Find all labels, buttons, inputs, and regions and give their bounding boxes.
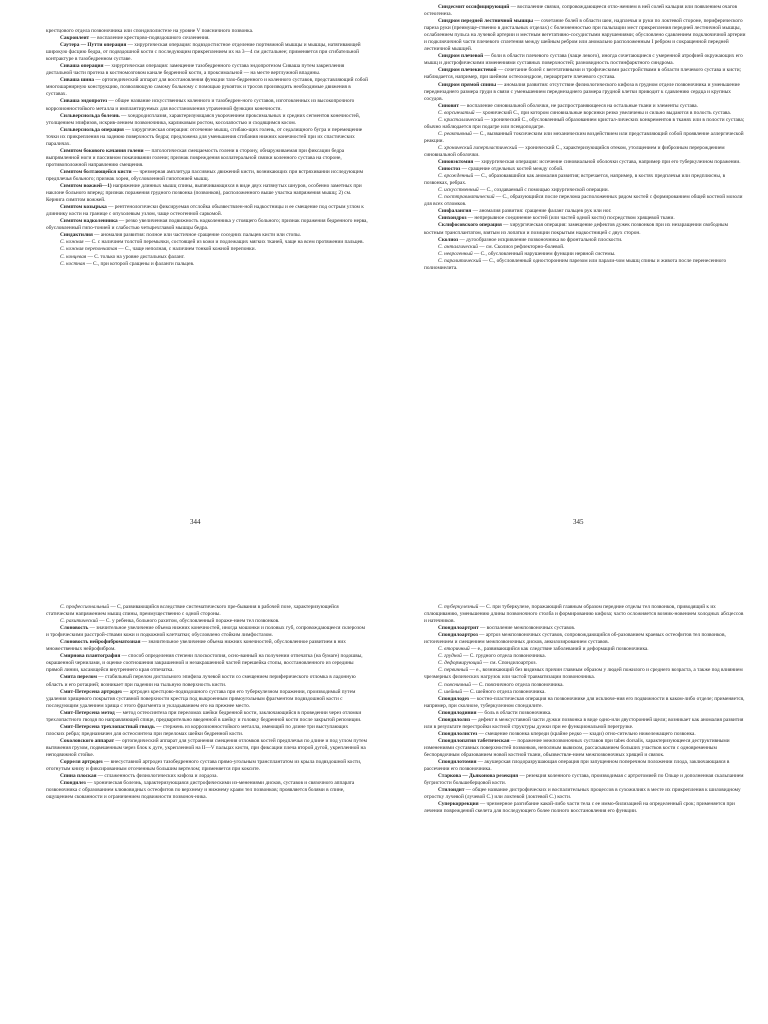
entry-term: Синфалангия	[438, 208, 472, 215]
entry-definition: — дугообразное искривление позвоночника во фронтальной плоскости.	[458, 236, 623, 243]
entry-definition: — внесуставной артродез тазобедренного сустава прямо-угольным трансплантатом из крыла подвздошной кости, отогнутым книзу и фиксированным отсеченным большим вертелом; применяется при коксите.	[46, 759, 362, 773]
entry-term: С. шейный	[438, 688, 463, 695]
dictionary-entry	[424, 667, 746, 681]
entry-term: Смит-Петерсена артродез	[60, 688, 122, 695]
entry-definition: — артроз межпозвоночных суставов, сопровождающийся об-разованием краевых остеофитов тел позвонков, истончением и смещением межпозвоночных дисков, анкилозированием суставов.	[424, 632, 726, 646]
dictionary-entry	[46, 127, 368, 148]
entry-definition: — С, развивающийся вследствие систематического пре-бывания в рабочей позе, характеризующейся статическим напряжением мышц спины, преимущественно с одной стороны.	[46, 604, 339, 618]
entry-term: Спондилотомия	[438, 759, 477, 766]
entry-term: Сиваша шина	[60, 77, 95, 84]
entry-term: Синовит	[438, 102, 459, 109]
dictionary-entry	[424, 787, 746, 801]
dictionary-entry	[424, 117, 746, 131]
entry-definition: — артродез крестцово-подвздошного сустава при его туберкулезном поражении, производимый путем удаления хрящевого покрытия суставной поверхности крестца под выкроенным прямоугольным фрагментом подвздошной кости с последующим удалением хряща с этого фрагмента и укладыванием его на прежнее место.	[46, 688, 356, 709]
entry-definition: — поражение межпозвоночных суставов при tabes dorsalis, характеризующееся деструктивными изменениями суставных поверхностей позвонков, неполным вывихом, рассасыванием больших участков кости с одновременным беспорядочным образованием новой костной ткани, обызвествле-нием межпозвоночных хрящей и связок.	[424, 737, 730, 758]
entry-term: С. деформирующий	[438, 660, 482, 667]
entry-definition: — хирургическая операция: отсечение мышц, сгибаю-щих голень, от седалищного бугра и перемещение точки их прикрепления на заднюю поверхность бедра; предложена для уменьшения сгибания нижних конечностей при их спастических параличах.	[46, 126, 363, 147]
entry-definition: — хронический С., обусловленный образованием кристал-лических конкрементов в тканях или в полости сустава; обычно наблюдается при подагре или псевдоподагре.	[424, 116, 745, 130]
dictionary-entry	[46, 98, 368, 112]
entry-definition: — С., вызванный токсическим или механическим воздействием или представляющий собой проявление аллергической реакции.	[424, 130, 744, 144]
entry-definition: — хондродисплазия, характеризующаяся укорочением проксимальных и средних сегментов конечностей, утолщением эпифизов, искрив-лением позвоночника, карликовым ростом, косолапостью и сходящимся косом.	[46, 112, 361, 126]
entry-term: С. анталгический	[438, 243, 478, 250]
dictionary-entry	[424, 632, 746, 646]
entry-term: Сколиоз	[438, 236, 459, 243]
dictionary-entry	[46, 254, 368, 261]
entry-term: С. кристаллический	[438, 116, 484, 123]
entry-definition: — хронический С., при котором синовиальные ворсинки резко увеличены и сильно выдаются в полость сустава.	[474, 109, 732, 116]
dictionary-entry	[424, 4, 746, 18]
dictionary-entry	[424, 237, 746, 244]
dictionary-entry	[424, 801, 746, 815]
entry-definition: — сглаженность физиологических кифоза и лордоза.	[96, 773, 218, 780]
entry-term: Смирнова плантография	[60, 653, 121, 660]
entry-term: С. вторичный	[438, 646, 470, 653]
entry-term: Спондилоартроз	[438, 632, 478, 639]
entry-term: Склифосовского операция	[438, 222, 502, 229]
entry-term: Синдактилия	[60, 232, 93, 239]
entry-definition: напряжение длинных мышц спины, выпячивающихся в виде двух натянутых шнуров, особенно заметных при наклоне больного вперед; признак поражения грудного позвонка (позвонков), расположенного выше участка напряжения мышц; 2) см. Кернига симптом вожжей.	[46, 183, 362, 204]
entry-term: Сакроилеит	[60, 35, 90, 42]
dictionary-entry	[424, 773, 746, 787]
dictionary-entry	[424, 251, 746, 258]
entry-term: Спондилез	[60, 780, 86, 787]
dictionary-entry	[46, 28, 368, 35]
entry-definition: — сочетание болей с вегетативными и трофическими расстройствами в области плечевого сустава и кисти; наблюдается, например, при шейном остеохондрозе, периартрите плечевого сустава.	[424, 67, 742, 81]
entry-definition: — рентгенологически фиксируемая отслойка обызвествлен-ной надкостницы и ее смещение под острым углом к длиннику кости на границе с опухолевым узлом, чаще остеогенной саркомой.	[46, 204, 364, 218]
entry-term: Синдром плечевой	[438, 53, 484, 60]
entry-definition: — стержень из коррозионностойкого металла, имеющий по длине три выступающих плоских ребра; предназначен для остеосинтеза при переломах шейки бедренной кости.	[46, 723, 349, 737]
entry-definition: — см. Сколиоз рефлекторно-болевой.	[477, 243, 565, 250]
dictionary-entry	[424, 53, 746, 67]
entry-definition: — см. Спондилоартроз.	[481, 660, 537, 667]
entry-term: Синдром передней лестничной мышцы	[438, 18, 534, 25]
entry-definition: — С. только на уровне дистальных фаланг.	[86, 253, 185, 260]
entry-definition: — боли в области плечевого сустава (чаще левого), иногда сочетающиеся с умеренной атрофией окружающих его мышц и дистрофическими изменениями суставных поверхностей; разновидность постинфарктного синдрома.	[424, 53, 743, 67]
entry-term: Сильверсиольда операция	[60, 126, 124, 133]
entry-definition: — ортопедический аппарат для восстановления функции тазо-бедренного и коленного суставов, представляющий собой многошарнирную конструкцию, позволяющую самому больному с помощью рукояток и тросов производить необходимые движения в суставах.	[46, 77, 368, 98]
entry-definition: — С., обусловленный односторонним парезом или парали-чом мышц спины и живота после перенесенного полиомиелита.	[424, 257, 727, 271]
dictionary-entry	[46, 148, 368, 169]
dictionary-entry	[46, 113, 368, 127]
entry-definition: — сочетание болей в области шеи, надплечья и руки по локтевой стороне, периферического пареза руки (преимуще-ственно в дистальных отделах) с болезненностью при пальпации мест прикрепления передней лестничной мышцы, ослаблением пульса на лучевой артерии и местным вегетативно-сосудистыми нарушениями; обусловлено сдавлением подключичной артерии и подключичной части плечевого сплетения между шейным ребром или аномально расположенным I ребром и сокращенной передней лестничной мышцей.	[424, 18, 746, 53]
page-346	[46, 604, 368, 1024]
entry-term: Синостоз	[438, 166, 461, 173]
entry-term: С. концевая	[60, 253, 87, 260]
dictionary-entry	[424, 738, 746, 759]
dictionary-entry	[46, 724, 368, 738]
entry-term: Синхондроз	[438, 215, 467, 222]
entry-definition: — е., возникающий без видимых причин главным образом у людей пожилого и среднего возраста, а также под влиянием чрезмерных физических нагрузок или частой травматизации позвоночника.	[424, 667, 743, 681]
dictionary-entry	[46, 42, 368, 63]
dictionary-entry	[46, 738, 368, 759]
entry-definition: — С. шейного отдела позвоночника.	[462, 688, 546, 695]
dictionary-entry	[46, 780, 368, 801]
entry-term: С. кожная перепончатая	[60, 246, 118, 253]
entry-term: Спина плоская	[60, 773, 97, 780]
dictionary-entry	[424, 145, 746, 159]
entry-term: Спондилолистез	[438, 730, 478, 737]
entry-term: Синовэктомия	[438, 159, 474, 166]
entry-term: Синдесмит оссифицирующий	[438, 4, 510, 10]
entry-definition: — способ определения степени плоскостопия, осно-ванный на получении отпечатка (на бумаге) подошвы, окрашенной чернилами, и оценке соотношения закрашенной и незакрашенной частей перешейка стопы, восстановленного из середины прямой линии, касающейся внутреннего края отпечатка.	[46, 653, 363, 674]
dictionary-entry	[46, 77, 368, 98]
entry-term: С. первичный	[438, 667, 469, 674]
entry-term: С. врожденный	[438, 173, 474, 180]
page-number: 345	[573, 518, 584, 526]
entry-term: С. костная	[60, 260, 86, 267]
dictionary-entry	[46, 204, 368, 218]
entry-definition: — хронический С., характеризующийся отеком, утолщением и фиброзным перерождением синовиальной оболочки.	[424, 144, 725, 158]
dictionary-entry	[424, 689, 746, 696]
dictionary-entry	[424, 222, 746, 236]
entry-definition: — хирургическая операция: иссечение синовиальной оболочки сустава, например при его туберкулезном поражении.	[473, 159, 741, 166]
dictionary-entry	[46, 710, 368, 724]
entry-definition: — патологическая смещаемость голени в сторону, обнаруживаемая при фиксации бедра выпрямленной ноги и пассивном покачивании голени; признак повреждения коллатеральной связки коленного сустава на стороне, противоположной направлению смещения.	[46, 147, 345, 168]
page-344	[46, 28, 368, 528]
entry-definition: — С., при которой сращены и фаланги пальцев.	[85, 260, 195, 267]
dictionary-entry	[424, 131, 746, 145]
dictionary-entry	[424, 682, 746, 689]
entry-definition: — дефект в межсуставной части дужки позвонка в виде одно-или двусторонней щели; возникает как аномалия развития или в результате перестройки костной структуры дужки при ее функциональной перегрузке.	[424, 716, 744, 730]
entry-definition: — воспаление синовиальной оболочки, не распространяющееся на остальные ткани и элементы сустава.	[458, 102, 698, 109]
entry-term: С. поясничный	[438, 681, 471, 688]
entry-definition: — воспаление крестцово-подвздошного сочленения.	[89, 35, 210, 42]
entry-term: С. рахитический	[60, 618, 98, 625]
entry-term: С. кожная	[60, 239, 84, 246]
entry-definition: — чрезмерная амплитуда пассивных движений кисти, возникающих при встряхивании исследующим предплечья больного; признак хорея, обусловленной гипотонией мышц.	[46, 168, 364, 182]
entry-definition: — С., обусловленный нарушением функции нервной системы.	[472, 250, 616, 257]
entry-term: С. реактивный	[438, 130, 472, 137]
entry-definition: — С., чаще неполная, с наличием тонкой кожной перепонки.	[117, 246, 256, 253]
dictionary-entry	[46, 261, 368, 268]
entry-term: Симптом вожжей—1)	[60, 183, 112, 190]
entry-definition: — боль в области позвоночника.	[476, 709, 552, 716]
entry-definition: — С., образующийся после перелома расположенных рядом костей с формированием общей костной мозоли для всех отломков.	[424, 194, 743, 208]
dictionary-entry	[424, 759, 746, 773]
entry-term: С. грудной	[438, 653, 462, 660]
dictionary-entry	[424, 258, 746, 272]
entry-term: С. туберкулезный	[438, 604, 479, 610]
dictionary-entry	[424, 194, 746, 208]
entry-definition: — акушерская плодоразрушающая операция при запущенном поперечном положении плода, заключающаяся в рассечении его позвоночника.	[424, 759, 730, 773]
dictionary-entry	[424, 717, 746, 731]
entry-term: Симптом козырька	[60, 204, 107, 211]
entry-definition: — смещение позвонка кпереди (крайне редко — кзади) отно-сительно нижележащего позвонка.	[477, 730, 696, 737]
page-number: 344	[190, 518, 201, 526]
dictionary-entry	[46, 169, 368, 183]
dictionary-entry	[424, 604, 746, 625]
entry-definition: — общее название искусственных коленного и тазобедрен-ного суставов, изготовленных из высокопрочного коррозионностойкого металла и имплантируемых для восстановления утраченной функции конечности.	[46, 98, 355, 112]
dictionary-entry	[424, 710, 746, 717]
entry-term: С. профессиональный	[60, 604, 110, 610]
entry-definition: — е., развивающийся как следствие заболеваний и деформаций позвоночника.	[469, 646, 649, 653]
dictionary-entry	[424, 103, 746, 110]
dictionary-entry	[46, 218, 368, 232]
dictionary-entry	[424, 18, 746, 53]
entry-definition: — хирургическая операция: замещение тазобедренного сустава эндопротезом Сиваша путем закрепления дистальной части протеза в костномозговом канале бедренной кости, а проксимальной — на месте вертлужной впадины.	[46, 63, 345, 77]
entry-term: Спондилодез	[438, 695, 469, 702]
dictionary-entry	[46, 183, 368, 204]
dictionary-entry	[46, 63, 368, 77]
dictionary-entry	[46, 625, 368, 639]
entry-definition: — аномалия развития: сращение фаланг пальцев рук или ног.	[471, 208, 612, 215]
entry-definition: — хроническая болезнь, характеризующаяся дистрофическими из-менениями дисков, суставов и связочного аппарата позвоночника с образованием клювовидных остеофитов по верхнему и нижнему краям тел позвонков; проявляется болями в спине, ощущением скованности и ограничением подвижности позвоноч-ника.	[46, 780, 355, 801]
entry-term: Спондилоартрит	[438, 625, 479, 632]
dictionary-entry	[46, 689, 368, 710]
page-345	[424, 4, 746, 528]
entry-term: Слоновость	[60, 625, 89, 632]
entry-term: Соколовского аппарат	[60, 737, 115, 744]
entry-term: Суперкоррекция	[438, 801, 479, 808]
entry-definition: — аномалия развития: полное или частичное сращение соседних пальцев кисти или стопы.	[92, 232, 302, 239]
entry-term: Смит-Петерсена трехлопастный гвоздь	[60, 723, 155, 730]
dictionary-entry	[46, 759, 368, 773]
entry-definition: — значительное увеличение объема нижних конечностей, иногда мошонки и половых губ, сопровождающееся склерозом и трофическими расстрой-ствами кожи и подкожной клетчатки; обусловлено стойким лимфостазом.	[46, 625, 365, 639]
entry-definition: — С. с наличием толстой перемычки, состоящей из кожи и подлежащих мягких тканей, чаще на всем протяжении пальцев.	[83, 239, 364, 246]
entry-definition: — стабильный перелом дистального эпифиза лучевой кости со смещением периферического отломка в ладонную область и его ротацией; возникает при падении на тыльную поверхность кисти.	[46, 674, 356, 688]
entry-term: Симптом болтающейся кисти	[60, 168, 132, 175]
dictionary-entry	[424, 67, 746, 81]
entry-term: Спондилолиз	[438, 716, 471, 723]
dictionary-entry	[46, 604, 368, 618]
entry-definition: — С. грудного отдела позвоночника.	[461, 653, 546, 660]
entry-definition: — С. у ребенка, больного рахитом, обусловленный пораже-нием тел позвонков.	[97, 618, 280, 625]
entry-term: С. неврогенный	[438, 250, 473, 257]
entry-definition: — хирургическая операция: подвздостистное отделение портняжной мышцы и мышцы, натягивающей широкую фасцию бедра, от подвздошной кости с последующим прикреплением их на 3—4 см дистальнее; применяется при сгибательной контрактуре в тазобедренном суставе.	[46, 42, 361, 63]
entry-term: Симптом бокового качания голени	[60, 147, 144, 154]
entry-definition: — значительное увеличение объема нижних конечностей, обусловленное развитием в них множественных нейрофибром.	[46, 639, 346, 653]
dictionary-entry	[424, 110, 746, 117]
entry-definition: крестцового отдела позвоночника или спондилолистезе на уровне V поясничного позвонка.	[46, 28, 254, 34]
entry-term: Сорреля артродез	[60, 759, 103, 766]
entry-term: Саутера — Путти операция	[60, 42, 127, 49]
entry-term: Стилоидит	[438, 787, 465, 794]
entry-definition: — чрезмерное разгибание какой-либо части тела с ее иммо-билизацией на определенный срок; применяется при лечении повреждений скелета для последующего более полного восстановления его функции.	[424, 801, 735, 815]
entry-definition: — хирургическая операция: замещение дефектов дужек позвонков при их незаращении свободным костным трансплантатом, взятым из лопатки и позиции покрытым надкостницей с двух сторон.	[424, 222, 728, 236]
entry-definition: — С., образовавшийся как аномалия развития; встречается, например, в костях предплечья или предплюсны, в позвонках, ребрах.	[424, 173, 726, 187]
entry-term: Спондилодиния	[438, 709, 477, 716]
dictionary-entry	[46, 653, 368, 674]
entry-definition: — воспаление связки, сопровождающееся отло-жением в ней солей кальция или появлением очагов остеогенеза.	[424, 4, 738, 18]
entry-definition: — ортопедический аппарат для устранения смещения отломков костей предплечья по длине и под углом путем вытяжения грузом, подвешенным через блок к дуге, укрепленной на II—V пальцах кисти, при фиксации плеча второй дугой, укрепленной на неподвижной стойке.	[46, 737, 367, 758]
entry-definition: — общее название дистрофических и воспалительных процессов в сухожилиях в месте их прикрепления к шиловидному отростку лучевой (лучевой С.) или локтевой (локтевой С.) кости.	[424, 787, 741, 801]
entry-definition: — резекция коленного сустава, производимая с артротомией по Ольце и дополненная скальпанием бугристости большеберцовой кости.	[424, 773, 744, 787]
entry-term: Старкова — Дьяконова резекция	[438, 773, 519, 780]
entry-definition: — метод остеосинтеза при переломах шейки бедренной кости, заключающийся в проведении через отломки трехлопастного гвоздя по направляющей спице, предварительно введенной в шейку и головку бедренной кости после закрытой репозиции.	[46, 709, 362, 723]
dictionary-entry	[424, 696, 746, 710]
entry-term: Смита перелом	[60, 674, 97, 681]
entry-definition: — С. поясничного отдела позвоночника.	[470, 681, 564, 688]
dictionary-entry	[46, 246, 368, 253]
entry-term: Симптом надколенника	[60, 218, 118, 225]
entry-definition: — резко увеличенная подвижность надколенника у стоящего больного; признак поражения бедренного нерва, обусловленный гипо-тонией и слабостью четырехглавой мышцы бедра.	[46, 218, 368, 232]
entry-term: Слоновость нейрофиброматозная	[60, 639, 141, 646]
entry-definition: — сращение отдельных костей между собой.	[460, 166, 564, 173]
entry-term: С. паралитический	[438, 257, 482, 264]
entry-term: Сиваша операция	[60, 63, 104, 70]
entry-definition: — С., создаваемый с помощью хирургической операции.	[478, 187, 609, 194]
dictionary-entry	[46, 674, 368, 688]
entry-definition: — воспаление межпозвоночных суставов.	[478, 625, 576, 632]
page-347	[424, 604, 746, 1024]
dictionary-entry	[424, 173, 746, 187]
entry-term: Сильверсиольда болезнь	[60, 112, 120, 119]
entry-definition: — С. при туберкулезе, поражающий главным образом передние отделы тел позвонков, приводящий к их сплющиванию, уменьшению длины позвоночного столба и формированию кифоза; часто осложняется возник-новением холодных абсцессов и натечников.	[424, 604, 744, 625]
dictionary-entry	[424, 731, 746, 738]
dictionary-entry	[46, 639, 368, 653]
entry-term: Синдром плечекистевой	[438, 67, 497, 74]
entry-definition: — костно-пластическая операция на позвоночнике для исключе-ния его подвижности в каком-либо отделе; применяется, например, при сколиозе, туберкулезном спондилите.	[424, 695, 745, 709]
entry-term: С. искусственный	[438, 187, 479, 194]
entry-term: Синдром прямой спины	[438, 81, 497, 88]
entry-term: С. ворсинчатый	[438, 109, 475, 116]
entry-term: Спондилопатия табетическая	[438, 737, 510, 744]
dictionary-entry	[424, 244, 746, 251]
entry-definition: — аномалия развития: отсутствие физиологического кифоза в грудном отделе позвоночника и уменьшение переднезаднего размера груди в связи с уменьшением переднезаднего размера грудной клетки приводит к сдавлению сердца и крупных сосудов.	[424, 81, 740, 102]
entry-definition: — непрерывное соединение костей (или частей одной кости) посредством хрящевой ткани.	[466, 215, 675, 222]
entry-term: Смит-Петерсена метод	[60, 709, 115, 716]
entry-term: Сиваша эндопротез	[60, 98, 108, 105]
entry-term: С. посттравматический	[438, 194, 495, 201]
dictionary-entry	[424, 82, 746, 103]
entry-term: С. хронический гиперпластический	[438, 144, 518, 151]
